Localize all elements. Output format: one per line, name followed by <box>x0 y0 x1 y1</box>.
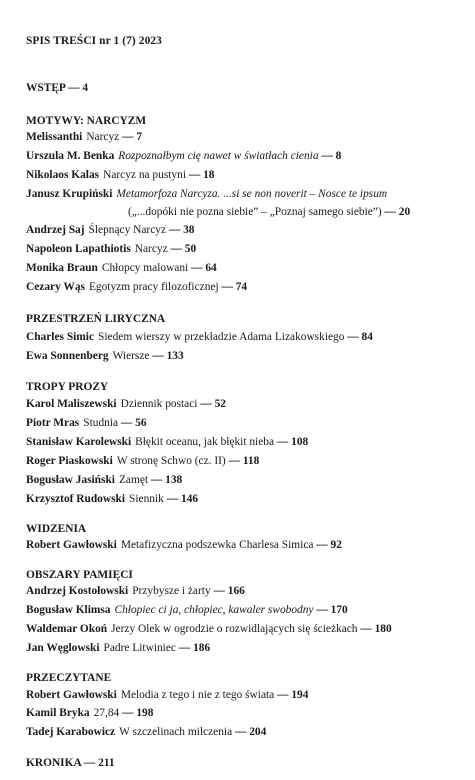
entry-title: 27,84 <box>93 707 120 719</box>
entry-author: Monika Braun <box>26 262 98 274</box>
entry-title: Narcyz na pustyni <box>103 169 186 181</box>
section-heading-motywy: MOTYWY: NARCYZM <box>26 115 147 127</box>
entry-title: Egotyzm pracy filozoficznej <box>88 281 219 293</box>
entry-author: Janusz Krupiński <box>26 188 113 200</box>
section-heading-przestrzen: PRZESTRZEŃ LIRYCZNA <box>26 313 166 325</box>
section-heading-przeczytane: PRZECZYTANE <box>26 672 112 684</box>
entry-title: Ślepnący Narcyz <box>88 224 167 236</box>
entry-author: Piotr Mras <box>26 417 80 429</box>
toc-entry[interactable] <box>26 242 196 256</box>
toc-entry[interactable] <box>26 622 392 636</box>
entry-title: Metamorfoza Narcyza. ...si se non noverit – Nosce te ipsum <box>116 188 388 200</box>
entry-page: — 92 <box>316 539 342 551</box>
entry-author: Bogusław Jasiński <box>26 474 115 486</box>
entry-author: Nikolaos Kalas <box>26 169 100 181</box>
entry-page: — 166 <box>213 585 245 597</box>
chronicle-heading: KRONIKA — 211 <box>26 757 115 769</box>
entry-title: Zamęt <box>118 474 149 486</box>
entry-author: Bogusław Klimsa <box>26 604 111 616</box>
toc-entry[interactable] <box>26 130 142 144</box>
toc-entry[interactable] <box>26 261 217 275</box>
toc-entry-continuation[interactable] <box>128 205 410 219</box>
entry-title: W stronę Schwo (cz. II) <box>116 455 226 467</box>
toc-entry[interactable] <box>26 149 341 163</box>
entry-page: — 198 <box>122 707 154 719</box>
entry-page: — 84 <box>347 331 373 343</box>
entry-author: Stanisław Karolewski <box>26 436 132 448</box>
entry-title: Melodia z tego i nie z tego świata <box>120 689 275 701</box>
entry-author: Robert Gawłowski <box>26 689 117 701</box>
entry-author: Andrzej Kostołowski <box>26 585 129 597</box>
entry-title: W szczelinach milczenia <box>119 726 233 738</box>
entry-page: — 186 <box>178 642 211 654</box>
entry-page: — 52 <box>200 398 226 410</box>
entry-author: Urszula M. Benka <box>26 150 115 162</box>
entry-author: Kamil Bryka <box>26 707 90 719</box>
entry-author: Tadej Karabowicz <box>26 726 116 738</box>
toc-entry[interactable] <box>26 706 153 720</box>
entry-author: Andrzej Saj <box>26 224 85 236</box>
entry-title: Metafizyczna podszewka Charlesa Simica <box>120 539 314 551</box>
entry-page: — 133 <box>152 350 184 362</box>
entry-author: Melissanthi <box>26 131 83 143</box>
entry-title: Siedem wierszy w przekładzie Adama Lizakowskiego <box>98 331 345 343</box>
entry-title: Rozpoznałbym cię nawet w światłach cienia <box>118 150 319 162</box>
toc-entry[interactable] <box>26 584 245 598</box>
entry-title: Błękit oceanu, jak błękit nieba <box>135 436 275 448</box>
toc-entry[interactable] <box>26 397 226 411</box>
toc-entry[interactable] <box>26 187 387 201</box>
toc-entry[interactable] <box>26 454 259 468</box>
entry-page: — 146 <box>166 493 199 505</box>
toc-entry[interactable] <box>26 435 308 449</box>
toc-entry[interactable] <box>26 688 308 702</box>
toc-entry[interactable] <box>26 603 348 617</box>
entry-page: — 64 <box>191 262 217 274</box>
entry-page: — 138 <box>150 474 183 486</box>
entry-author: Charles Simic <box>26 331 95 343</box>
entry-author: Karol Maliszewski <box>26 398 117 410</box>
entry-page: — 194 <box>277 689 309 701</box>
section-heading-tropy: TROPY PROZY <box>26 381 109 393</box>
toc-entry[interactable] <box>26 349 184 363</box>
entry-title: Przybysze i żarty <box>132 585 211 597</box>
entry-page: — 38 <box>168 224 195 236</box>
intro-heading: WSTĘP — 4 <box>26 82 89 94</box>
entry-title: Siennik <box>129 493 164 505</box>
page-header: SPIS TREŚCI nr 1 (7) 2023 <box>26 35 162 47</box>
entry-title: Wiersze <box>112 350 150 362</box>
entry-page: — 50 <box>170 243 197 255</box>
toc-entry[interactable] <box>26 641 210 655</box>
entry-author: Robert Gawłowski <box>26 539 117 551</box>
section-heading-obszary: OBSZARY PAMIĘCI <box>26 569 133 581</box>
entry-author: Waldemar Okoń <box>26 623 108 635</box>
entry-author: Cezary Wąs <box>26 281 85 293</box>
entry-page: — 20 <box>384 206 411 218</box>
entry-title: Narcyz <box>134 243 168 255</box>
entry-title: Dziennik postaci <box>120 398 198 410</box>
entry-title: Narcyz <box>86 131 120 143</box>
entry-page: — 180 <box>360 623 392 635</box>
entry-page: — 108 <box>276 436 309 448</box>
section-heading-widzenia: WIDZENIA <box>26 523 87 535</box>
entry-author: Roger Piaskowski <box>26 455 113 467</box>
entry-page: — 7 <box>122 131 143 143</box>
toc-entry[interactable] <box>26 725 266 739</box>
toc-entry[interactable] <box>26 416 147 430</box>
entry-page: — 8 <box>321 150 342 162</box>
entry-title: Jerzy Olek w ogrodzie o rozwidlających się ścieżkach <box>111 623 358 635</box>
toc-entry[interactable] <box>26 473 182 487</box>
entry-page: — 18 <box>188 169 215 181</box>
entry-title: Chłopiec ci ja, chłopiec, kawaler swobodny <box>114 604 314 616</box>
entry-page: — 56 <box>120 417 147 429</box>
toc-entry[interactable] <box>26 223 195 237</box>
entry-page: — 204 <box>234 726 267 738</box>
entry-page: — 170 <box>316 604 348 616</box>
entry-title: („...dopóki nie pozna siebie” – „Poznaj samego siebie”) <box>128 206 382 218</box>
entry-title: Studnia <box>83 417 119 429</box>
entry-title: Padre Litwiniec <box>103 642 176 654</box>
entry-page: — 74 <box>221 281 248 293</box>
entry-page: — 118 <box>228 455 260 467</box>
toc-entry[interactable] <box>26 492 198 506</box>
entry-author: Ewa Sonnenberg <box>26 350 109 362</box>
entry-author: Jan Węglowski <box>26 642 100 654</box>
entry-author: Napoleon Lapathiotis <box>26 243 131 255</box>
toc-entry[interactable] <box>26 330 373 344</box>
toc-entry[interactable] <box>26 168 214 182</box>
toc-entry[interactable] <box>26 538 342 552</box>
entry-title: Chłopcy malowani <box>101 262 189 274</box>
entry-author: Krzysztof Rudowski <box>26 493 126 505</box>
toc-entry[interactable] <box>26 280 247 294</box>
